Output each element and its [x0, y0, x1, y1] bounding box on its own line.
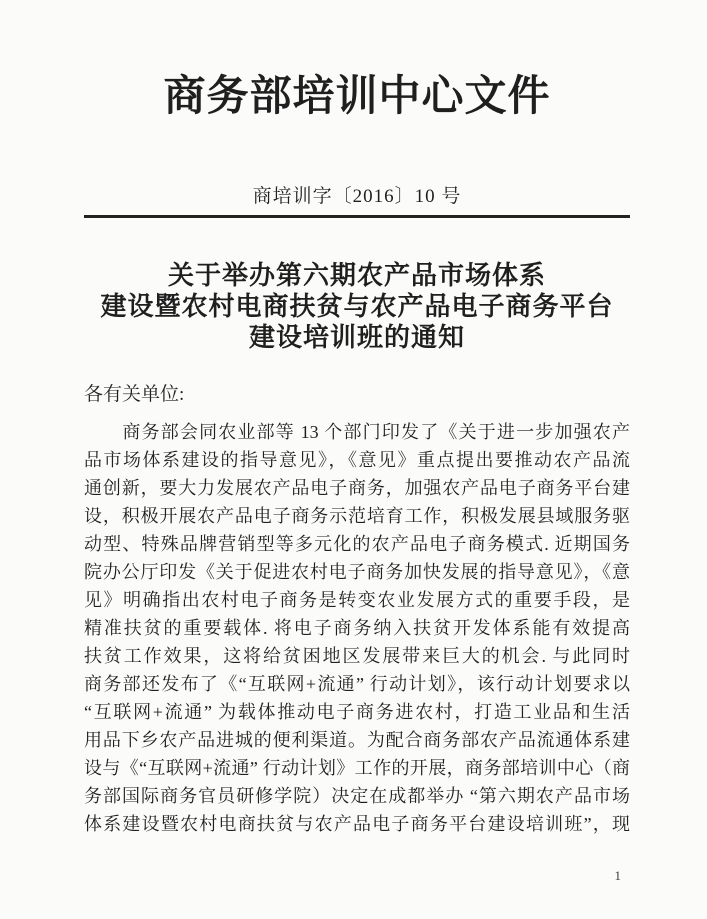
- org-title: 商务部培训中心文件: [163, 74, 551, 120]
- body-line: 商务部还发布了《“互联网+流通” 行动计划》，该行动计划要求以: [84, 673, 630, 694]
- salutation: 各有关单位:: [84, 383, 185, 405]
- body-line: 设，积极开展农产品电子商务示范培育工作，积极发展县域服务驱: [84, 505, 630, 526]
- body-line: 商务部会同农业部等 13 个部门印发了《关于进一步加强农产: [84, 421, 630, 442]
- body-line: 院办公厅印发《关于促进农村电子商务加快发展的指导意见》，《意: [84, 561, 630, 582]
- body-line: 设与《“互联网+流通” 行动计划》工作的开展，商务部培训中心（商: [84, 757, 630, 778]
- body-line: 用品下乡农产品进城的便利渠道。为配合商务部农产品流通体系建: [84, 729, 630, 750]
- body-line: 扶贫工作效果，这将给贫困地区发展带来巨大的机会. 与此同时: [84, 645, 630, 666]
- notice-title-line: 建设培训班的通知: [248, 322, 465, 352]
- notice-title-line: 建设暨农村电商扶贫与农产品电子商务平台: [100, 291, 614, 321]
- body-line: 见》明确指出农村电子商务是转变农业发展方式的重要手段，是: [84, 589, 630, 610]
- page-number: 1: [614, 868, 621, 883]
- body-paragraph: [84, 418, 630, 838]
- doc-number: 商培训字〔2016〕10 号: [252, 185, 462, 207]
- body-line: 务部国际商务官员研修学院）决定在成都举办 “第六期农产品市场: [84, 785, 630, 806]
- body-line: 精准扶贫的重要载体. 将电子商务纳入扶贫开发体系能有效提高: [84, 617, 630, 638]
- notice-title-line: 关于举办第六期农产品市场体系: [167, 260, 546, 290]
- body-line: 动型、特殊品牌营销型等多元化的农产品电子商务模式. 近期国务: [84, 533, 630, 554]
- body-line: 体系建设暨农村电商扶贫与农产品电子商务平台建设培训班”，现: [84, 813, 630, 834]
- header-rule: [84, 215, 630, 218]
- notice-title: [84, 260, 630, 353]
- body-line: “互联网+流通” 为载体推动电子商务进农村，打造工业品和生活: [84, 701, 630, 722]
- body-line: 品市场体系建设的指导意见》，《意见》重点提出要推动农产品流: [84, 449, 630, 470]
- body-line: 通创新，要大力发展农产品电子商务，加强农产品电子商务平台建: [84, 477, 630, 498]
